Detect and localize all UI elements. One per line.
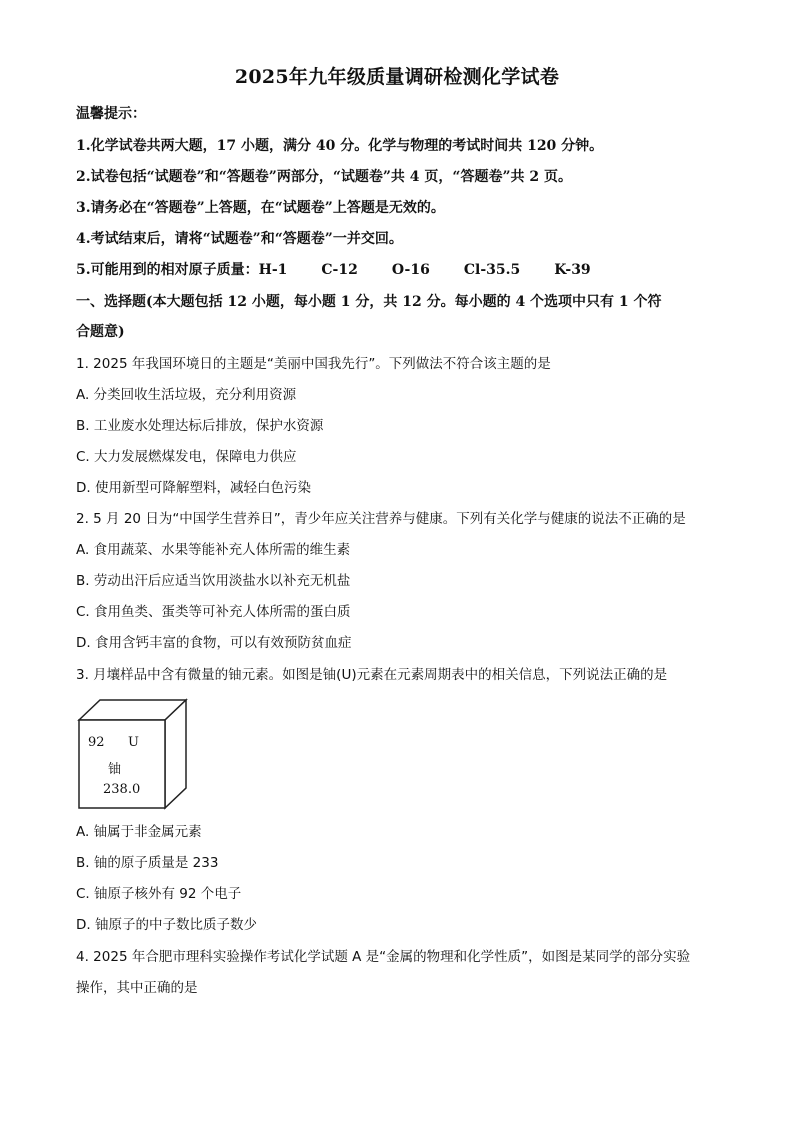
- question-2-option-d: D. 食用含钙丰富的食物，可以有效预防贫血症: [76, 635, 352, 651]
- tip-3: 3.请务必在“答题卷”上答题，在“试题卷”上答题是无效的。: [76, 200, 445, 216]
- question-2-option-a: A. 食用蔬菜、水果等能补充人体所需的维生素: [76, 542, 351, 558]
- atomic-mass-k: K-39: [554, 262, 591, 278]
- atomic-mass-label: 5.可能用到的相对原子质量：: [76, 262, 259, 278]
- section-heading-line-2: 合题意): [76, 324, 125, 340]
- question-1-option-b: B. 工业废水处理达标后排放，保护水资源: [76, 418, 324, 434]
- tip-1: 1.化学试卷共两大题，17 小题，满分 40 分。化学与物理的考试时间共 120 分钟。: [76, 138, 604, 154]
- section-heading-line-1: 一、选择题(本大题包括 12 小题，每小题 1 分，共 12 分。每小题的 4 个选项中只有 1 个符: [76, 294, 662, 310]
- element-name: 铀: [108, 762, 122, 777]
- question-1-option-c: C. 大力发展燃煤发电，保障电力供应: [76, 449, 297, 465]
- question-3-option-b: B. 铀的原子质量是 233: [76, 855, 219, 871]
- question-1-option-d: D. 使用新型可降解塑料，减轻白色污染: [76, 480, 311, 496]
- question-4-stem-line-1: 4. 2025 年合肥市理科实验操作考试化学试题 A 是“金属的物理和化学性质”，如图是某同学的部分实验: [76, 949, 691, 965]
- atomic-mass-cl: Cl-35.5: [463, 262, 521, 278]
- atomic-mass-c: C-12: [321, 262, 358, 278]
- question-3-option-d: D. 铀原子的中子数比质子数少: [76, 917, 257, 933]
- question-2-option-c: C. 食用鱼类、蛋类等可补充人体所需的蛋白质: [76, 604, 351, 620]
- element-symbol: U: [128, 735, 139, 750]
- atomic-mass-line: [76, 260, 722, 280]
- relative-atomic-mass: 238.0: [103, 782, 141, 797]
- question-3-option-c: C. 铀原子核外有 92 个电子: [76, 886, 242, 902]
- question-2-stem: 2. 5 月 20 日为“中国学生营养日”，青少年应关注营养与健康。下列有关化学与健康的说法不正确的是: [76, 511, 686, 527]
- question-2-option-b: B. 劳动出汗后应适当饮用淡盐水以补充无机盐: [76, 573, 351, 589]
- tip-2: 2.试卷包括“试题卷”和“答题卷”两部分，“试题卷”共 4 页，“答题卷”共 2 页。: [76, 169, 573, 185]
- question-3-option-a: A. 铀属于非金属元素: [76, 824, 202, 840]
- question-3-stem: 3. 月壤样品中含有微量的铀元素。如图是铀(U)元素在元素周期表中的相关信息，下列说法正确的是: [76, 667, 668, 683]
- tip-4: 4.考试结束后，请将“试题卷”和“答题卷”一并交回。: [76, 231, 403, 247]
- atomic-mass-o: O-16: [391, 262, 430, 278]
- tips-header: 温馨提示：: [76, 106, 146, 122]
- question-1-option-a: A. 分类回收生活垃圾，充分利用资源: [76, 387, 297, 403]
- atomic-number: 92: [88, 735, 105, 750]
- question-4-stem-line-2: 操作，其中正确的是: [76, 980, 198, 996]
- atomic-mass-h: H-1: [258, 262, 288, 278]
- uranium-element-card: [76, 698, 188, 810]
- question-1-stem: 1. 2025 年我国环境日的主题是“美丽中国我先行”。下列做法不符合该主题的是: [76, 356, 551, 372]
- page-title: 2025年九年级质量调研检测化学试卷: [234, 66, 560, 88]
